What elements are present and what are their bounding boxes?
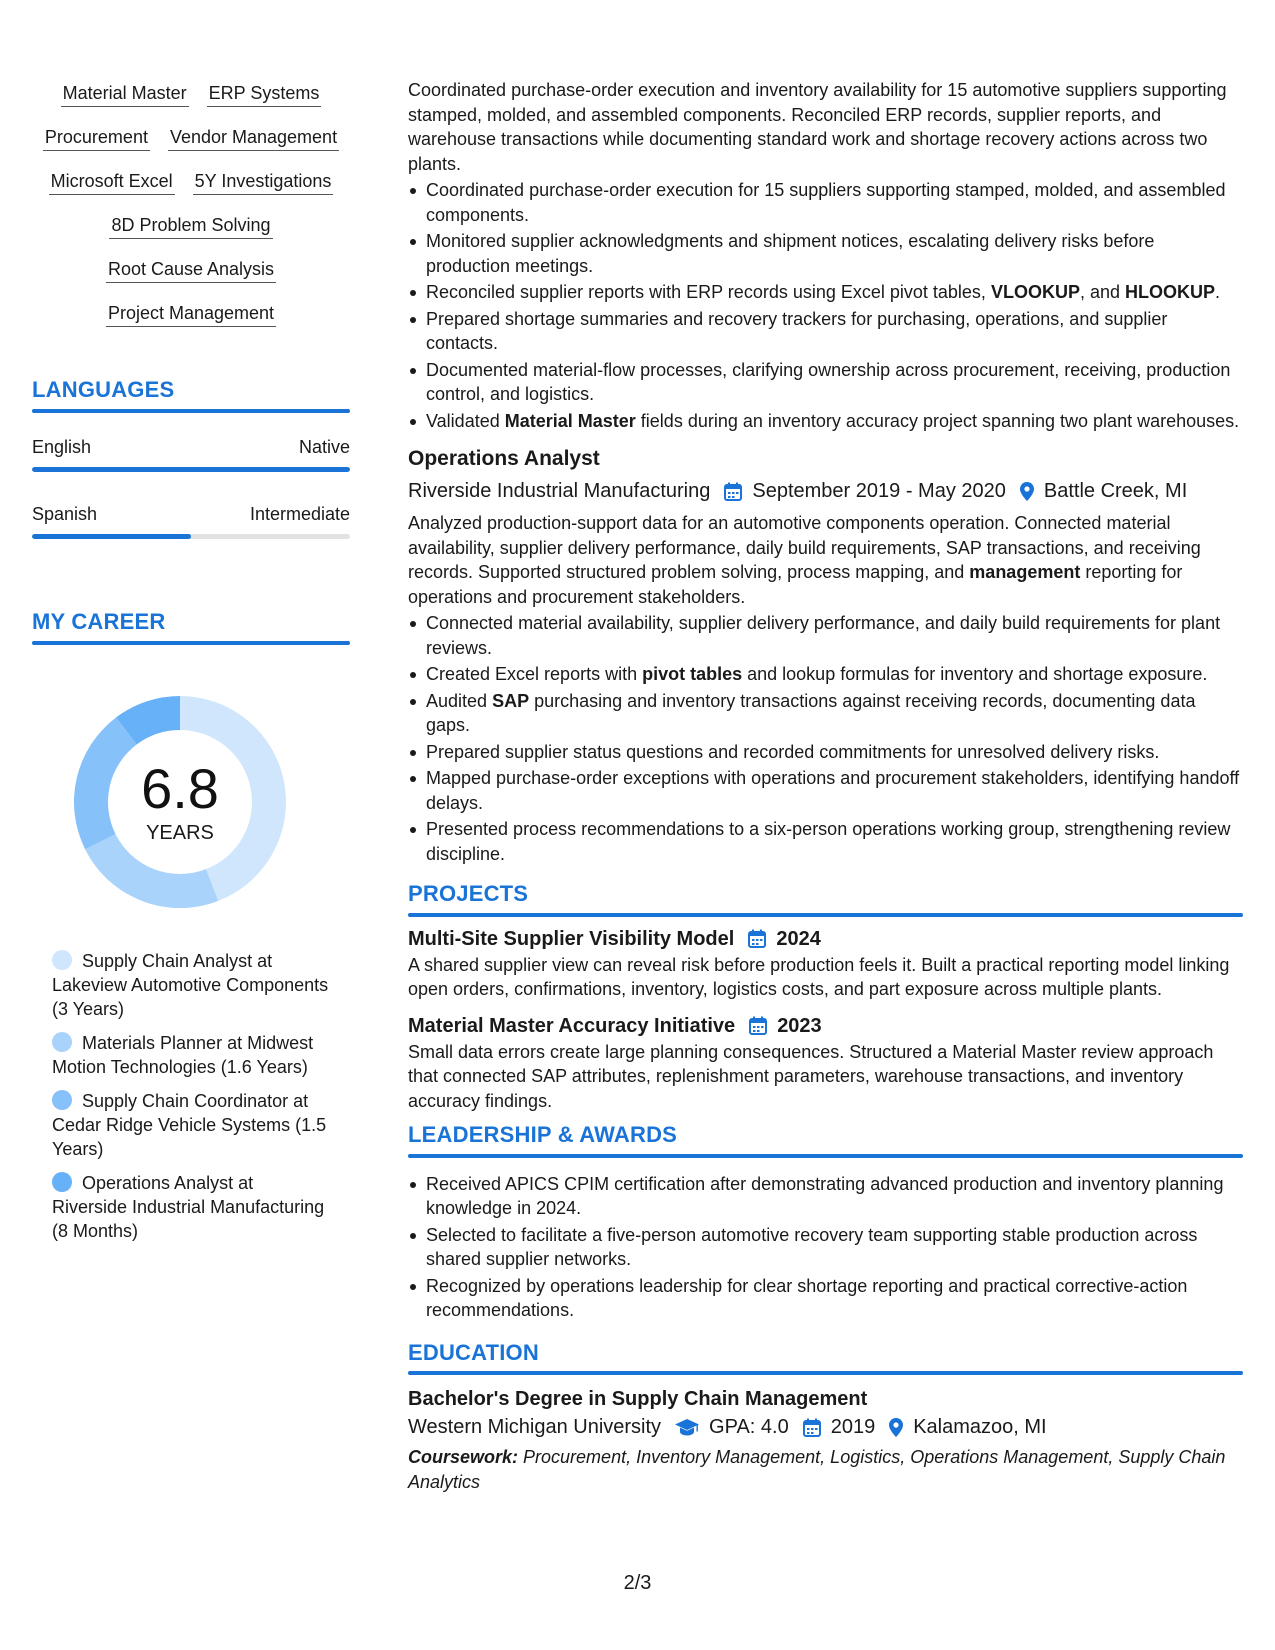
career-section [32,609,350,1243]
skill-row [106,256,276,283]
donut-center [67,689,293,915]
project-year: 2024 [776,927,821,950]
company-name: Riverside Industrial Manufacturing [408,480,711,502]
job-bullets [408,611,1243,866]
summary-text: Analyzed production-support data for an automotive components operation. Connected material availability, supplier delivery performance, daily build requirements, SAP transactions, and receiving records. Supported structured problem solving, process mapping, and [408,513,1201,582]
legend-label: Supply Chain Coordinator at Cedar Ridge Vehicle Systems (1.5 Years) [52,1091,327,1159]
calendar-icon [803,1418,821,1437]
bullet-text: . [1215,282,1221,302]
bullet-text: fields during an inventory accuracy project spanning two plant warehouses. [635,410,1240,431]
leadership-section [408,1123,1243,1323]
project-description: A shared supplier view can reveal risk before production feels it. Built a practical reporting model linking open orders, confirmations, inventory, logistics costs, and part exposure across multiple plants. [408,954,1230,999]
job-bullet: Coordinated purchase-order execution for 15 suppliers supporting stamped, molded, and assembled components. [408,178,1243,227]
legend-dot [52,1032,72,1052]
legend-dot [52,1172,72,1192]
bullet-bold-text: HLOOKUP [1125,282,1215,302]
legend-dot [52,1090,72,1110]
job-bullet: Prepared shortage summaries and recovery trackers for purchasing, operations, and supplier contacts. [408,307,1243,356]
career-title: MY CAREER [32,609,166,634]
gpa: GPA: 4.0 [709,1416,789,1438]
skill-tag: Vendor Management [168,124,339,151]
legend-item [52,1171,332,1243]
legend-item [52,949,332,1021]
language-item [32,435,350,472]
legend-dot [52,950,72,970]
skill-tag: Root Cause Analysis [106,256,276,283]
legend-label: Operations Analyst at Riverside Industrial Manufacturing (8 Months) [52,1173,325,1241]
legend-label: Materials Planner at Midwest Motion Technologies (1.6 Years) [52,1033,314,1077]
job-bullets [408,178,1243,433]
languages-section [32,377,350,539]
bullet-text: Created Excel reports with [426,664,643,684]
language-level-fill [32,534,191,539]
bullet-text: Reconciled supplier reports with ERP records using Excel pivot tables, [426,282,991,302]
bullet-bold-text: pivot tables [642,664,743,684]
bullet-text: , and [1079,282,1125,302]
project-name: Material Master Accuracy Initiative [408,1014,736,1037]
language-level-bar [32,534,350,539]
skill-tag: Microsoft Excel [49,168,175,195]
bullet-text: Validated [426,410,505,431]
job-location: Battle Creek, MI [1043,480,1188,502]
skill-tag: Project Management [106,300,276,327]
degree-title: Bachelor's Degree in Supply Chain Management [408,1388,868,1410]
bullet-bold-text: SAP [492,690,530,711]
project-description: Small data errors create large planning consequences. Structured a Material Master review approach that connected SAP attributes, replenishment parameters, warehouse transactions, and inventory accuracy findings. [408,1041,1214,1111]
bullet-text: and lookup formulas for inventory and shortage exposure. [742,664,1208,684]
bullet-text: purchasing and inventory transactions against receiving records, documenting data gaps. [426,690,1196,735]
leadership-title: LEADERSHIP & AWARDS [408,1122,678,1147]
project-title [408,1012,1243,1040]
projects-title: PROJECTS [408,881,529,906]
language-level: Intermediate [249,504,350,524]
bullet-text: Audited [426,690,493,711]
projects-section [408,882,1243,1113]
summary-text: reporting for operations and procurement stakeholders. [408,562,1183,607]
career-legend [52,949,332,1243]
school-location: Kalamazoo, MI [913,1416,1047,1438]
language-item [32,502,350,539]
bullet-bold-text: Material Master [504,410,636,431]
language-level-bar [32,467,350,472]
job-bullet: Prepared supplier status questions and recorded commitments for unresolved delivery risks. [408,740,1243,765]
graduation-year: 2019 [830,1416,876,1438]
summary-bold-text: management [969,562,1081,582]
location-pin-icon [1020,482,1034,501]
bullet-bold-text: VLOOKUP [990,282,1080,302]
section-divider [408,1154,1243,1158]
career-donut-chart [67,689,293,915]
skill-row [49,168,334,195]
skill-tag: Procurement [43,124,150,151]
job-bullet [408,280,1243,305]
section-divider [408,1371,1243,1375]
skill-tag: ERP Systems [207,80,322,107]
job-meta [408,477,1243,505]
coursework [408,1445,1243,1494]
project-title [408,925,1243,953]
job-bullet: Presented process recommendations to a six-person operations working group, strengthening review discipline. [408,817,1243,866]
job-bullet: Mapped purchase-order exceptions with operations and procurement stakeholders, identifying handoff delays. [408,766,1243,815]
coursework-list: Procurement, Inventory Management, Logistics, Operations Management, Supply Chain Analytics [408,1447,1226,1492]
right-column [408,78,1243,1494]
education-meta [408,1413,1243,1441]
education-title: EDUCATION [408,1339,539,1365]
calendar-icon [724,482,742,501]
section-divider [408,913,1243,917]
career-total-unit: YEARS [146,822,214,844]
career-total-years: 6.8 [141,757,219,820]
language-name: Spanish [32,504,98,524]
language-level: Native [298,437,350,457]
leadership-bullets [408,1172,1243,1323]
skill-tag: 5Y Investigations [193,168,334,195]
project-name: Multi-Site Supplier Visibility Model [408,927,735,950]
leadership-bullet: Received APICS CPIM certification after demonstrating advanced production and inventory planning knowledge in 2024. [408,1172,1243,1221]
leadership-bullet: Selected to facilitate a five-person automotive recovery team supporting stable production across shared supplier networks. [408,1223,1243,1272]
page-number: 2/3 [623,1572,652,1594]
skill-row [109,212,272,239]
legend-item [52,1089,332,1161]
skill-row [106,300,276,327]
legend-item [52,1031,332,1079]
section-divider [32,409,350,413]
section-divider [32,641,350,645]
leadership-bullet: Recognized by operations leadership for clear shortage reporting and practical corrective-action recommendations. [408,1274,1243,1323]
language-level-fill [32,467,350,472]
languages-title: LANGUAGES [32,377,175,402]
job-title: Operations Analyst [408,447,600,470]
calendar-icon [748,929,766,948]
language-name: English [32,437,92,457]
job-bullet [408,662,1243,687]
location-pin-icon [889,1418,903,1437]
project-year: 2023 [777,1014,822,1037]
school-name: Western Michigan University [408,1416,662,1438]
skills-list [32,80,350,327]
job-bullet: Documented material-flow processes, clarifying ownership across procurement, receiving, production control, and logistics. [408,358,1243,407]
job-bullet [408,409,1243,434]
left-column [32,80,350,1253]
education-section [408,1341,1243,1495]
job-summary: Coordinated purchase-order execution and inventory availability for 15 automotive suppliers supporting stamped, molded, and assembled components. Reconciled ERP records, supplier reports, and warehouse transactions while documenting standard work and shortage recovery actions across two plants. [408,80,1227,174]
job-summary [408,511,1243,609]
skill-row [43,124,339,151]
coursework-label: Coursework: [408,1447,519,1467]
job-bullet: Connected material availability, supplier delivery performance, and daily build requirements for plant reviews. [408,611,1243,660]
skill-row [61,80,322,107]
skill-tag: 8D Problem Solving [109,212,272,239]
job-bullet: Monitored supplier acknowledgments and shipment notices, escalating delivery risks before production meetings. [408,229,1243,278]
calendar-icon [749,1016,767,1035]
job-bullet [408,689,1243,738]
graduation-cap-icon [675,1419,699,1436]
legend-label: Supply Chain Analyst at Lakeview Automotive Components (3 Years) [52,951,329,1019]
job-dates: September 2019 - May 2020 [752,480,1006,502]
skill-tag: Material Master [61,80,189,107]
